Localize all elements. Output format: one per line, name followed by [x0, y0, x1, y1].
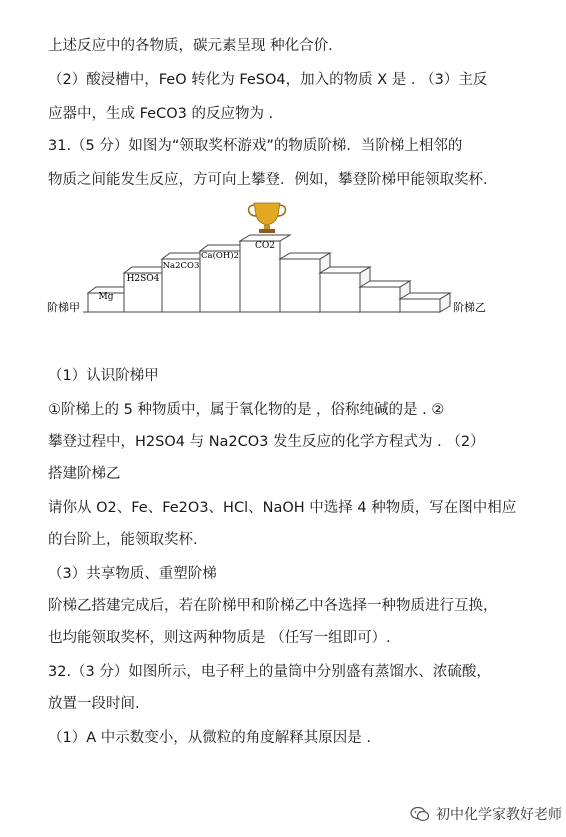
- label-ladder-a: 阶梯甲: [47, 301, 80, 314]
- step-r4: [400, 293, 450, 312]
- text-line-8: 攀登过程中，H2SO4 与 Na2CO3 发生反应的化学方程式为 . （2）: [48, 434, 485, 450]
- text-line-13: 阶梯乙搭建完成后，若在阶梯甲和阶梯乙中各选择一种物质进行互换，: [48, 598, 498, 614]
- watermark: [410, 804, 562, 824]
- text-line-3: 应器中，生成 FeCO3 的反应物为 .: [48, 106, 274, 122]
- text-line-2: （2）酸浸槽中，FeO 转化为 FeSO4，加入的物质 X 是 . （3）主反: [48, 72, 488, 88]
- step-label-co2: CO2: [255, 241, 275, 251]
- staircase-diagram: [0, 195, 566, 340]
- watermark-text: 初中化学家教好老师: [436, 807, 562, 823]
- text-line-12: （3）共享物质、重塑阶梯: [48, 566, 217, 582]
- text-line-5: 物质之间能发生反应，方可向上攀登．例如，攀登阶梯甲能领取奖杯.: [48, 172, 488, 188]
- text-line-11: 的台阶上，能领取奖杯.: [48, 532, 198, 548]
- text-line-7: ①阶梯上的 5 种物质中，属于氧化物的是 ，俗称纯碱的是 . ②: [48, 402, 445, 418]
- step-label-h2so4: H2SO4: [126, 274, 160, 284]
- text-line-10: 请你从 O2、Fe、Fe2O3、HCl、NaOH 中选择 4 种物质，写在图中相应: [48, 500, 517, 516]
- step-label-na2co3: Na2CO3: [162, 261, 200, 271]
- trophy-icon: [249, 203, 286, 233]
- text-line-6: （1）认识阶梯甲: [48, 368, 159, 384]
- text-line-14: 也均能领取奖杯，则这两种物质是 （任写一组即可）.: [48, 630, 391, 646]
- text-line-1: 上述反应中的各物质，碳元素呈现 种化合价.: [48, 38, 333, 54]
- wechat-icon: [410, 806, 430, 822]
- step-label-caoh2: Ca(OH)2: [201, 251, 239, 261]
- text-line-16: 放置一段时间.: [48, 696, 140, 712]
- text-line-9: 搭建阶梯乙: [48, 466, 121, 482]
- step-label-mg: Mg: [98, 292, 114, 302]
- text-line-4: 31.（5 分）如图为“领取奖杯游戏”的物质阶梯．当阶梯上相邻的: [48, 138, 463, 154]
- text-line-15: 32.（3 分）如图所示，电子秤上的量筒中分别盛有蒸馏水、浓硫酸，: [48, 664, 491, 680]
- label-ladder-b: 阶梯乙: [453, 301, 486, 314]
- text-line-17: （1）A 中示数变小，从微粒的角度解释其原因是 .: [48, 730, 371, 746]
